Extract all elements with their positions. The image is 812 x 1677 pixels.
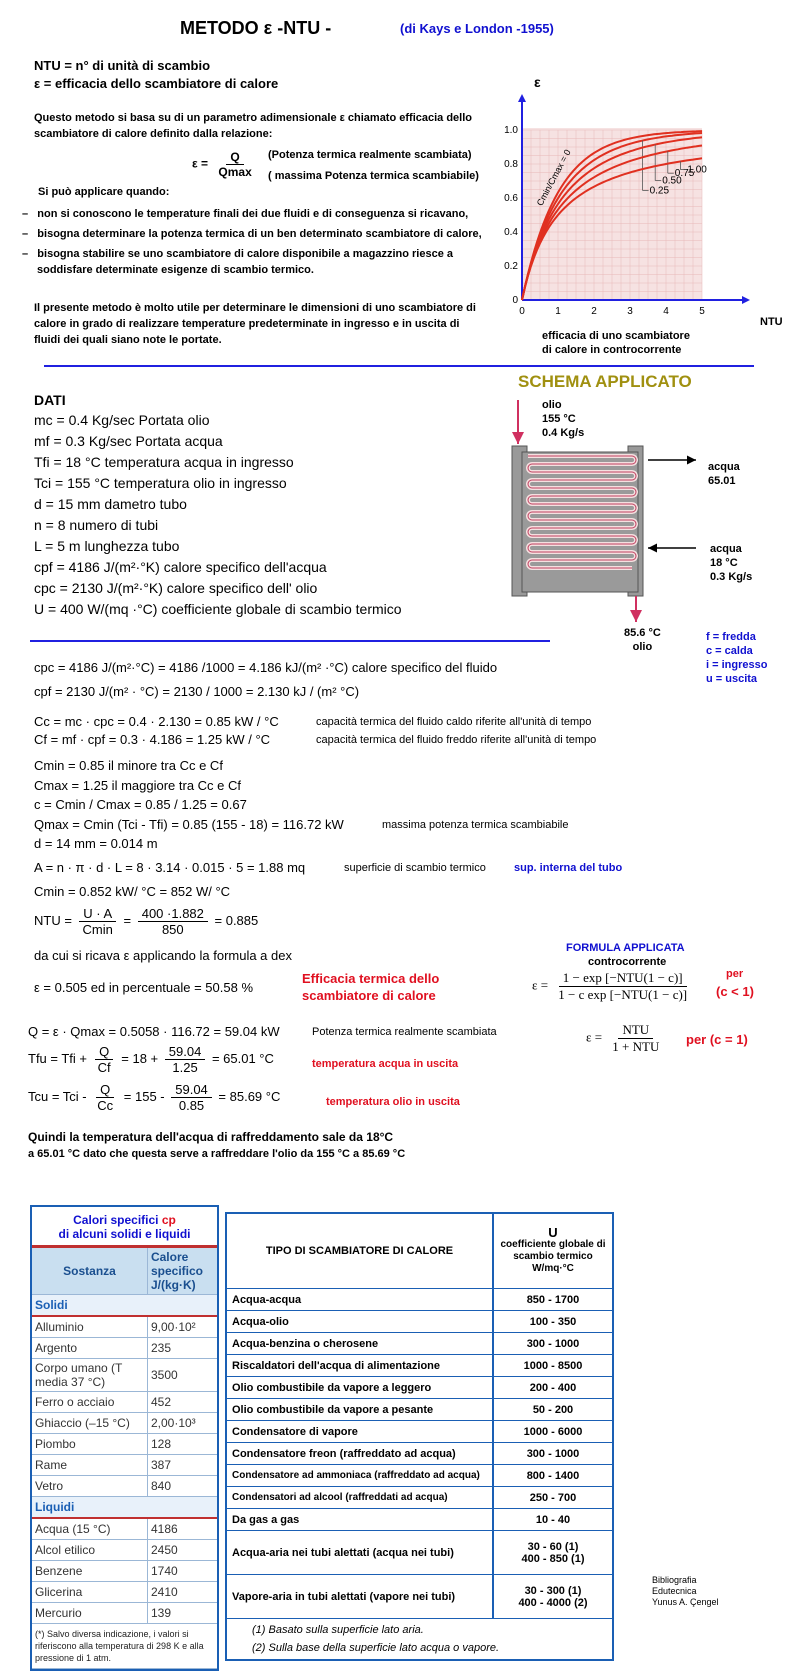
y-tick-label: 0.8 [504, 159, 518, 170]
calc-qmax-note: massima potenza termica scambiabile [382, 819, 569, 831]
x-tick-label: 0 [519, 306, 525, 317]
divider-1 [44, 365, 754, 367]
y-tick-label: 0 [512, 295, 518, 306]
para-2: calore in grado di realizzare temperature predeterminate in ingresso e in uscita di [34, 318, 460, 330]
x-tick-label: 2 [591, 306, 597, 317]
eps-den-note: ( massima Potenza termica scambiabile) [268, 170, 479, 182]
dati-row: L = 5 m lunghezza tubo [34, 538, 180, 554]
eps-fraction [214, 150, 255, 179]
formula-cond-1: (c < 1) [716, 984, 754, 999]
heat-exchanger-diagram [500, 400, 710, 625]
table-row: Riscaldatori dell'acqua di alimentazione 1000 - 8500 [227, 1355, 612, 1377]
eps-num-note: (Potenza termica realmente scambiata) [268, 149, 472, 161]
schema-legend: f = fredda c = calda i = ingresso u = uscita [706, 631, 768, 685]
calc-cf-note: capacità termica del fluido freddo riferite all'unità di tempo [316, 734, 597, 746]
calc-tfu: Tfu = Tfi + $\frac{Q}{Cf}$ = 18 + $\frac{59.04}{1.25}$ = 65.01 °C [28, 1044, 274, 1075]
calc-eps: ε = 0.505 ed in percentuale = 50.58 % [34, 980, 254, 995]
calc-tcu-note: temperatura olio in uscita [326, 1096, 460, 1108]
schema-olio-out: 85.6 °C olio [624, 627, 661, 653]
bullet-3-cont: soddisfare determinate esigenze di scambio termico. [37, 264, 314, 276]
dati-row: mf = 0.3 Kg/sec Portata acqua [34, 433, 223, 449]
schema-title: SCHEMA APPLICATO [518, 372, 692, 391]
para-1: Il presente metodo è molto utile per determinare le dimensioni di uno scambiatore di [34, 302, 476, 314]
table-row: Alcol etilico 2450 [32, 1540, 217, 1561]
formula-per: per [726, 968, 744, 980]
specific-heat-table [30, 1205, 219, 1671]
conclusion-1: Quindi la temperatura dell'acqua di raffreddamento sale da 18°C [28, 1130, 394, 1144]
def-ntu: NTU = n° di unità di scambio [34, 58, 211, 73]
calc-a-note2: sup. interna del tubo [514, 862, 623, 874]
chart-caption-1: efficacia di uno scambiatore [542, 330, 690, 342]
x-tick-label: 3 [627, 306, 633, 317]
table-row: Condensatore freon (raffreddato ad acqua) 300 - 1000 [227, 1443, 612, 1465]
table-row: Acqua (15 °C) 4186 [32, 1518, 217, 1540]
table-row: Vetro 840 [32, 1476, 217, 1497]
dati-row: mc = 0.4 Kg/sec Portata olio [34, 412, 210, 428]
table-row: Acqua-olio 100 - 350 [227, 1311, 612, 1333]
effectiveness-chart [500, 68, 790, 358]
schema-olio-in: olio 155 °C 0.4 Kg/s [542, 399, 585, 439]
table-row: Ghiaccio (–15 °C) 2,00·10³ [32, 1413, 217, 1434]
page-title: METODO ε -NTU - [180, 18, 332, 38]
series-label: 0.25 [649, 185, 670, 197]
dati-row: n = 8 numero di tubi [34, 517, 159, 533]
curve-label: Cmin/Cmax = 0 [534, 147, 573, 208]
specific-heat-note: (*) Salvo diversa indicazione, i valori si riferiscono alla temperatura di 298 K e alla pressione di 1 atm. [32, 1624, 217, 1669]
calc-cpc: cpc = 4186 J/(m²·°C) = 4186 /1000 = 4.186 kJ/(m² ·°C) calore specifico del fluido [34, 660, 498, 675]
calc-tfu-note: temperatura acqua in uscita [312, 1058, 459, 1070]
eps-den: Qmax [218, 165, 252, 179]
calc-cc: Cc = mc · cpc = 0.4 · 2.130 = 0.85 kW / °C [34, 714, 279, 729]
calc-ntu: NTU = $\frac{U \cdot A}{Cmin}$ = $\frac{400 \cdot 1.882}{850}$ = 0.885 [34, 906, 259, 937]
table-row: Benzene 1740 [32, 1561, 217, 1582]
table-row: Alluminio 9,00·10² [32, 1316, 217, 1338]
calc-cc-note: capacità termica del fluido caldo riferite all'unità di tempo [316, 716, 592, 728]
table-row: Olio combustibile da vapore a leggero 200 - 400 [227, 1377, 612, 1399]
u-coefficient-table [225, 1212, 614, 1661]
divider-2 [30, 640, 550, 642]
calc-cpf: cpf = 2130 J/(m² · °C) = 2130 / 1000 = 2.130 kJ / (m² °C) [34, 684, 360, 699]
dati-row: d = 15 mm dametro tubo [34, 496, 187, 512]
table-row: Condensatore di vapore 1000 - 6000 [227, 1421, 612, 1443]
table-row: Acqua-benzina o cherosene 300 - 1000 [227, 1333, 612, 1355]
table-row: Acqua-acqua 850 - 1700 [227, 1289, 612, 1311]
col-calore: Calore specifico J/(kg·K) [147, 1248, 217, 1295]
series-label: 0.75 [674, 168, 695, 180]
bullet-1: – non si conoscono le temperature finali dei due fluidi e di conseguenza si ricavano, [22, 208, 469, 220]
bullet-3: – bisogna stabilire se uno scambiatore di calore disponibile a magazzino riesce a [22, 248, 453, 260]
table-row: Argento 235 [32, 1338, 217, 1359]
eps-num: Q [226, 150, 243, 165]
x-tick-label: 5 [699, 306, 705, 317]
y-tick-label: 0.6 [504, 193, 518, 204]
conclusion-2: a 65.01 °C dato che questa serve a raffreddare l'olio da 155 °C a 85.69 °C [28, 1148, 406, 1160]
chart-ylabel: ε [534, 74, 541, 90]
formula-sub: controcorrente [588, 956, 667, 968]
bibliography: Bibliografia Edutecnica Yunus A. Çengel [652, 1575, 719, 1607]
dati-row: cpf = 4186 J/(m²·°K) calore specifico dell'acqua [34, 559, 327, 575]
dati-row: cpc = 2130 J/(m²·°K) calore specifico dell' olio [34, 580, 318, 596]
page-subtitle: (di Kays e London -1955) [400, 21, 554, 36]
dati-list [34, 410, 402, 620]
eps-symbol: ε = [192, 156, 209, 171]
calc-d: d = 14 mm = 0.014 m [34, 836, 158, 851]
y-axis-arrow [518, 94, 526, 102]
calc-cf: Cf = mf · cpf = 0.3 · 4.186 = 1.25 kW / °C [34, 732, 271, 747]
formula-eps-c-lt-1: ε = $\frac{\text{1 − exp [−NTU(1 − c)]}}{\text{1 − c exp [−NTU(1 − c)]}}$ [532, 970, 688, 1002]
def-eps: ε = efficacia dello scambiatore di calore [34, 76, 279, 91]
schema-acqua-in: acqua 18 °C 0.3 Kg/s [710, 543, 753, 583]
calc-eff-note: Efficacia termica dello scambiatore di calore [302, 971, 440, 1003]
dati-heading: DATI [34, 392, 66, 408]
u-table-notes: (1) Basato sulla superficie lato aria. (2) Sulla base della superficie lato acqua o vapore. [252, 1624, 500, 1654]
specific-heat-title: Calori specifici cp di alcuni solidi e liquidi [32, 1207, 217, 1248]
formula-eps-c-eq-1: ε = $\frac{\text{NTU}}{\text{1 + NTU}}$ [586, 1022, 660, 1054]
x-axis-arrow [742, 296, 750, 304]
calc-cmax: Cmax = 1.25 il maggiore tra Cc e Cf [34, 778, 241, 793]
calc-cmin2: Cmin = 0.852 kW/ °C = 852 W/ °C [34, 884, 231, 899]
y-tick-label: 1.0 [504, 125, 518, 136]
calc-dex: da cui si ricava ε applicando la formula a dex [34, 948, 292, 963]
col-sostanza: Sostanza [32, 1248, 147, 1295]
bullet-2: – bisogna determinare la potenza termica di un ben determinato scambiatore di calore, [22, 228, 482, 240]
chart-xlabel: NTU [760, 316, 783, 328]
x-tick-label: 1 [555, 306, 561, 317]
dati-row: Tfi = 18 °C temperatura acqua in ingresso [34, 454, 294, 470]
eps-definition [192, 150, 259, 179]
table-row: Olio combustibile da vapore a pesante 50 - 200 [227, 1399, 612, 1421]
dati-row: U = 400 W/(mq ·°C) coefficiente globale di scambio termico [34, 601, 402, 617]
table-row: Corpo umano (T media 37 °C) 3500 [32, 1359, 217, 1392]
table-row: Ferro o acciaio 452 [32, 1392, 217, 1413]
y-tick-label: 0.2 [504, 261, 518, 272]
calc-a: A = n · π · d · L = 8 · 3.14 · 0.015 · 5 = 1.88 mq [34, 860, 306, 875]
section-liquidi: Liquidi [32, 1497, 217, 1519]
formula-cond-2: per (c = 1) [686, 1032, 748, 1047]
dati-row: Tci = 155 °C temperatura olio in ingresso [34, 475, 287, 491]
calc-tcu: Tcu = Tci - $\frac{Q}{Cc}$ = 155 - $\frac{59.04}{0.85}$ = 85.69 °C [28, 1082, 281, 1113]
table-row: Acqua-aria nei tubi alettati (acqua nei tubi) 30 - 60 (1) 400 - 850 (1) [227, 1531, 612, 1575]
table-row: Condensatore ad ammoniaca (raffreddato ad acqua) 800 - 1400 [227, 1465, 612, 1487]
table-row: Da gas a gas 10 - 40 [227, 1509, 612, 1531]
section-solidi: Solidi [32, 1295, 217, 1317]
table-row: Vapore-aria in tubi alettati (vapore nei tubi) 30 - 300 (1) 400 - 4000 (2) [227, 1575, 612, 1619]
table-row: Condensatori ad alcool (raffreddati ad acqua) 250 - 700 [227, 1487, 612, 1509]
formula-title: FORMULA APPLICATA [566, 942, 685, 954]
para-3: fluidi dei quali siano note le portate. [34, 334, 222, 346]
table-row: Rame 387 [32, 1455, 217, 1476]
calc-a-note: superficie di scambio termico [344, 862, 486, 874]
series-label: 1.00 [687, 164, 707, 176]
intro-line1: Questo metodo si basa su di un parametro adimensionale ε chiamato efficacia dello [34, 112, 473, 124]
calc-q-note: Potenza termica realmente scambiata [312, 1026, 497, 1038]
intro-line2: scambiatore di calore definito dalla relazione: [34, 128, 273, 140]
x-tick-label: 4 [663, 306, 669, 317]
calc-c: c = Cmin / Cmax = 0.85 / 1.25 = 0.67 [34, 797, 247, 812]
apply-heading: Si può applicare quando: [38, 186, 170, 198]
table-row: Mercurio 139 [32, 1603, 217, 1624]
schema-acqua-out: acqua 65.01 [708, 461, 740, 487]
calc-qmax: Qmax = Cmin (Tci - Tfi) = 0.85 (155 - 18) = 116.72 kW [34, 817, 344, 832]
chart-caption-2: di calore in controcorrente [542, 344, 682, 356]
calc-cmin: Cmin = 0.85 il minore tra Cc e Cf [34, 758, 223, 773]
y-tick-label: 0.4 [504, 227, 518, 238]
u-col-value: U coefficiente globale di scambio termico W/mq·°C [493, 1214, 612, 1289]
table-row: Glicerina 2410 [32, 1582, 217, 1603]
series-label: 0.50 [662, 175, 682, 187]
table-row: Piombo 128 [32, 1434, 217, 1455]
u-col-type: TIPO DI SCAMBIATORE DI CALORE [227, 1214, 493, 1289]
calc-q: Q = ε · Qmax = 0.5058 · 116.72 = 59.04 kW [28, 1024, 280, 1039]
